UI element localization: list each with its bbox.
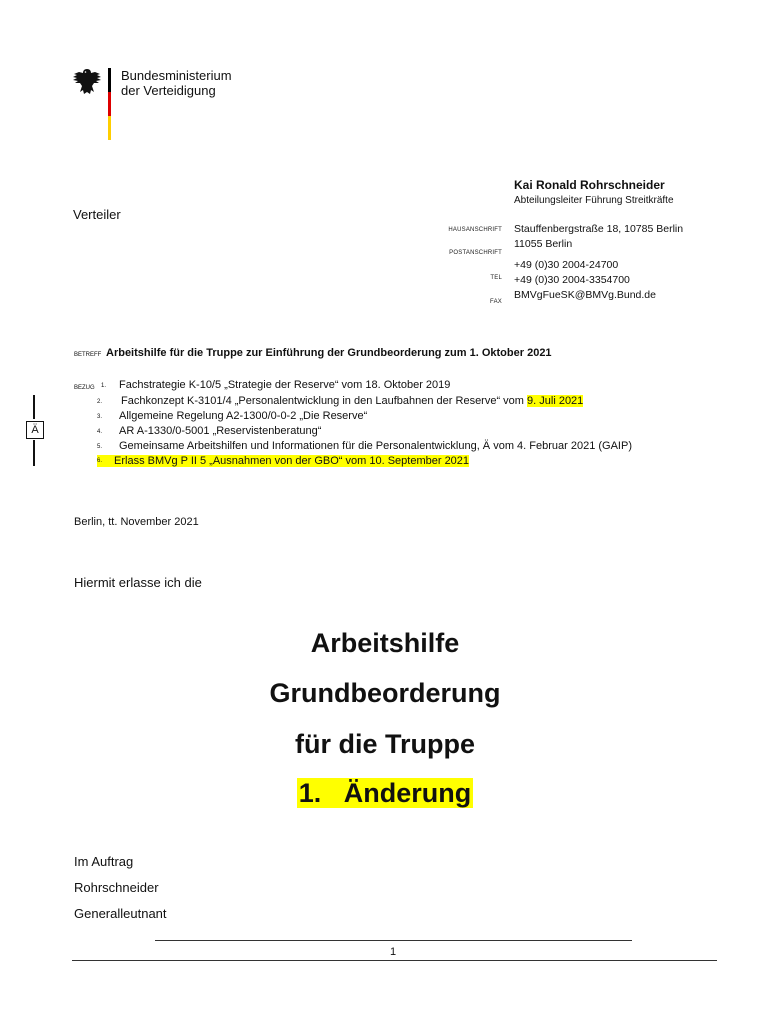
label-tel: TEL [490,275,502,281]
reference-text: Gemeinsame Arbeitshilfen und Informationen für die Personalentwicklung, Ä vom 4. Februar 2021 (GAIP) [119,440,632,452]
reference-number: 4. [97,429,103,435]
title-line-1: Arbeitshilfe [310,628,460,658]
signature-line-1: Im Auftrag [74,854,134,869]
signature-name: Rohrschneider [74,880,159,895]
sender-name: Kai Ronald Rohrschneider [514,178,665,192]
sender-role: Abteilungsleiter Führung Streitkräfte [514,195,674,206]
reference-number: 2. [97,399,103,405]
reference-number: 5. [97,444,103,450]
title-line-4 [0,778,770,809]
title-line-2: Grundbeorderung [269,678,501,708]
page-number: 1 [389,946,397,958]
recipient: Verteiler [73,207,121,222]
reference-highlight: 9. Juli 2021 [527,395,584,407]
contact-email: BMVgFueSK@BMVg.Bund.de [514,289,656,301]
reference-item [97,395,584,407]
footer-rule-bottom [72,960,717,961]
title-line-3: für die Truppe [294,729,475,759]
signature-rank: Generalleutnant [74,906,167,921]
margin-line-top [33,395,35,419]
reference-text: Allgemeine Regelung A2-1300/0-0-2 „Die Reserve“ [119,410,368,422]
title-amendment: 1. Änderung [298,778,472,808]
reference-number: 1. [101,383,107,389]
reference-item [97,440,632,452]
reference-item [97,410,368,422]
betreff-label: BETREFF [74,352,102,358]
reference-item [101,379,451,391]
contact-tel-2: +49 (0)30 2004-3354700 [514,274,630,286]
label-postanschrift: POSTANSCHRIFT [449,250,502,256]
reference-item-highlighted [97,455,469,467]
ministry-line-1: Bundesministerium [121,68,232,83]
german-flag-bar [108,68,111,140]
bezug-label: BEZUG [74,385,95,391]
intro-text: Hiermit erlasse ich die [74,575,202,590]
federal-eagle-icon [70,66,104,100]
reference-item [97,425,322,437]
contact-postal: 11055 Berlin [514,238,573,250]
reference-text: AR A-1330/0-5001 „Reservistenberatung“ [119,425,322,437]
label-fax: FAX [490,299,502,305]
reference-text: Fachstrategie K-10/5 „Strategie der Reserve“ vom 18. Oktober 2019 [119,379,451,391]
footer-rule [155,940,632,941]
ministry-name [121,68,232,98]
change-marker: Ä [26,421,44,439]
contact-tel-1: +49 (0)30 2004-24700 [514,259,619,271]
contact-street: Stauffenbergstraße 18, 10785 Berlin [514,223,684,235]
margin-line-bottom [33,440,35,466]
label-hausanschrift: HAUSANSCHRIFT [448,227,502,233]
reference-text: Erlass BMVg P II 5 „Ausnahmen von der GBO“ vom 10. September 2021 [114,455,470,467]
ministry-line-2: der Verteidigung [121,83,216,98]
betreff-text: Arbeitshilfe für die Truppe zur Einführung der Grundbeorderung zum 1. Oktober 2021 [106,347,552,359]
dateline: Berlin, tt. November 2021 [74,516,199,528]
reference-number: 6. [97,458,103,464]
reference-number: 3. [97,414,103,420]
reference-text: Fachkonzept K-3101/4 „Personalentwicklung in den Laufbahnen der Reserve“ vom [121,395,528,407]
